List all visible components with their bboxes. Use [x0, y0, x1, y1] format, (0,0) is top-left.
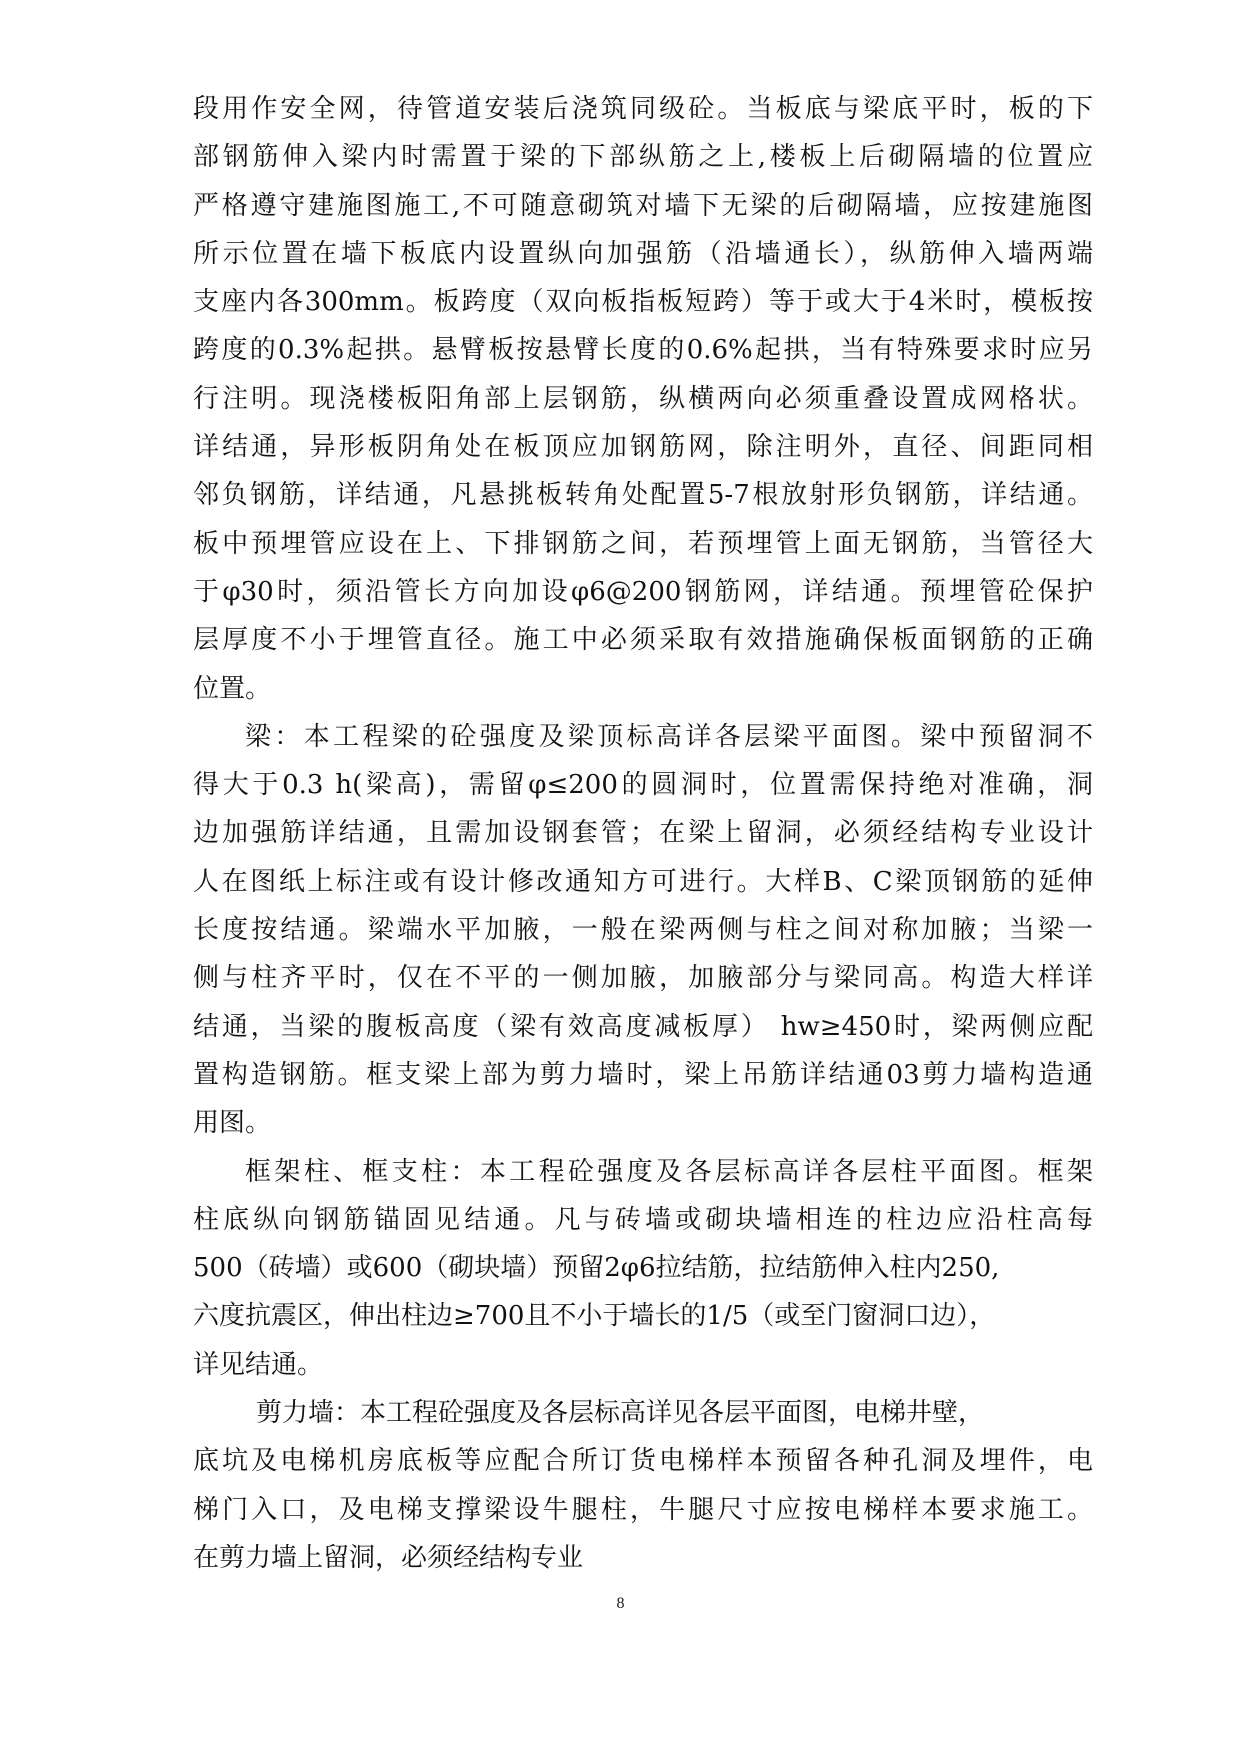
text-line: 结通，当梁的腹板高度（梁有效高度减板厚） hw≥450时，梁两侧应配 — [193, 1011, 1093, 1042]
text-line: 位置。 — [193, 673, 272, 704]
page-number: 8 — [616, 1595, 625, 1612]
body-text — [193, 85, 1093, 1582]
text-line: 置构造钢筋。框支梁上部为剪力墙时，梁上吊筋详结通03剪力墙构造通 — [193, 1059, 1093, 1090]
text-line: 邻负钢筋，详结通，凡悬挑板转角处配置5-7根放射形负钢筋，详结通。 — [193, 480, 1093, 511]
text-line: 板中预埋管应设在上、下排钢筋之间，若预埋管上面无钢筋，当管径大 — [193, 528, 1093, 559]
text-line: 详结通，异形板阴角处在板顶应加钢筋网，除注明外，直径、间距同相 — [193, 432, 1093, 463]
paragraph-column-start: 框架柱、框支柱：本工程砼强度及各层标高详各层柱平面图。框架 — [245, 1156, 1093, 1187]
text-line: 于φ30时，须沿管长方向加设φ6@200钢筋网，详结通。预埋管砼保护 — [193, 576, 1093, 607]
text-line: 底坑及电梯机房底板等应配合所订货电梯样本预留各种孔洞及埋件，电 — [193, 1446, 1093, 1477]
text-line: 长度按结通。梁端水平加腋，一般在梁两侧与柱之间对称加腋；当梁一 — [193, 915, 1093, 946]
text-line: 人在图纸上标注或有设计修改通知方可进行。大样B、C梁顶钢筋的延伸 — [193, 866, 1093, 897]
text-line: 层厚度不小于埋管直径。施工中必须采取有效措施确保板面钢筋的正确 — [193, 625, 1093, 656]
text-line: 行注明。现浇楼板阳角部上层钢筋，纵横两向必须重叠设置成网格状。 — [193, 383, 1093, 414]
text-line: 严格遵守建施图施工,不可随意砌筑对墙下无梁的后砌隔墙，应按建施图 — [193, 190, 1093, 221]
paragraph-shear-wall-start: 剪力墙：本工程砼强度及各层标高详见各层平面图，电梯井壁， — [256, 1398, 985, 1429]
text-line: 在剪力墙上留洞，必须经结构专业 — [193, 1542, 584, 1573]
text-line: 六度抗震区，伸出柱边≥700且不小于墙长的1/5（或至门窗洞口边）， — [193, 1301, 996, 1332]
text-line: 段用作安全网，待管道安装后浇筑同级砼。当板底与梁底平时，板的下 — [193, 94, 1093, 124]
text-line: 所示位置在墙下板底内设置纵向加强筋（沿墙通长），纵筋伸入墙两端 — [193, 238, 1093, 269]
text-line: 柱底纵向钢筋锚固见结通。凡与砖墙或砌块墙相连的柱边应沿柱高每 — [193, 1204, 1093, 1235]
text-line: 跨度的0.3%起拱。悬臂板按悬臂长度的0.6%起拱，当有特殊要求时应另 — [193, 335, 1093, 366]
text-line: 梯门入口，及电梯支撑梁设牛腿柱，牛腿尺寸应按电梯样本要求施工。 — [193, 1494, 1093, 1525]
text-line: 用图。 — [193, 1108, 272, 1139]
text-line: 得大于0.3 h(梁高)，需留φ≤200的圆洞时，位置需保持绝对准确，洞 — [193, 770, 1093, 801]
text-line: 侧与柱齐平时，仅在不平的一侧加腋，加腋部分与梁同高。构造大样详 — [193, 963, 1093, 994]
text-line: 部钢筋伸入梁内时需置于梁的下部纵筋之上,楼板上后砌隔墙的位置应 — [193, 142, 1093, 173]
text-line: 500（砖墙）或600（砌块墙）预留2φ6拉结筋，拉结筋伸入柱内250, — [193, 1253, 1000, 1284]
text-line: 详见结通。 — [193, 1349, 324, 1380]
paragraph-beam-start: 梁：本工程梁的砼强度及梁顶标高详各层梁平面图。梁中预留洞不 — [245, 721, 1093, 752]
text-line: 支座内各300mm。板跨度（双向板指板短跨）等于或大于4米时，模板按 — [193, 287, 1093, 318]
text-line: 边加强筋详结通，且需加设钢套管；在梁上留洞，必须经结构专业设计 — [193, 818, 1093, 849]
